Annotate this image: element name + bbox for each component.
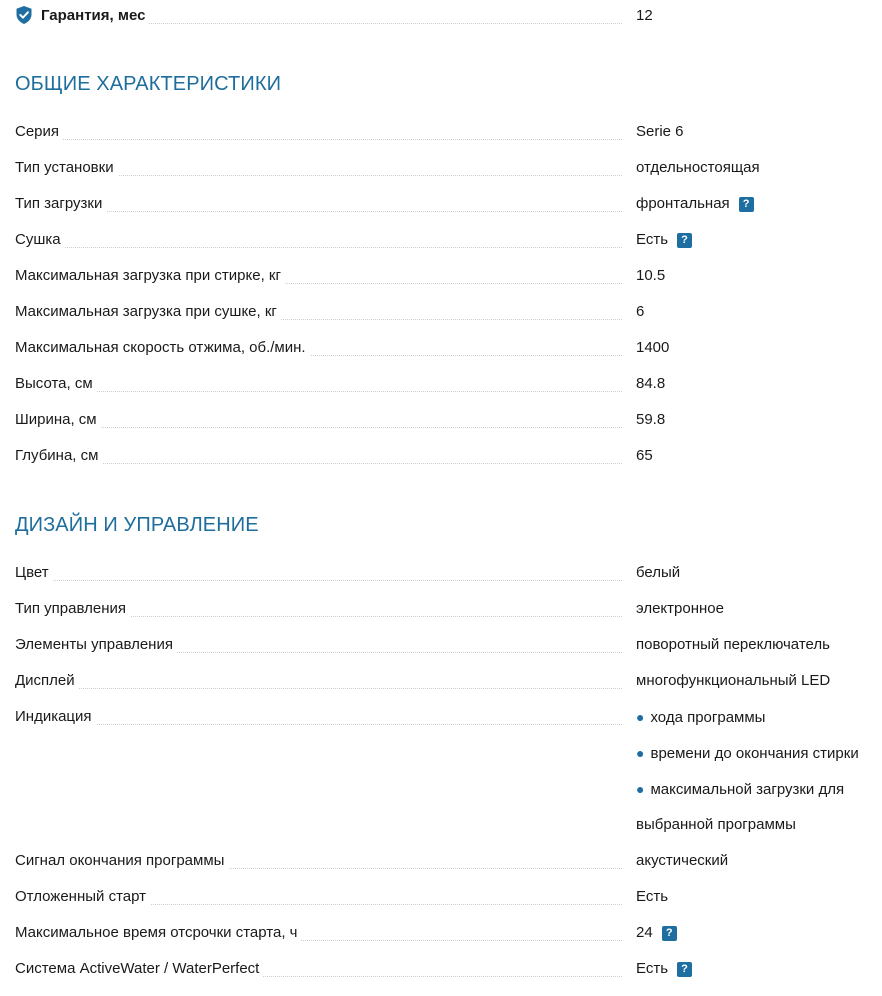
dotted-leader bbox=[15, 139, 622, 140]
spec-name: Дисплей bbox=[15, 671, 79, 691]
spec-row bbox=[0, 402, 882, 438]
spec-row bbox=[0, 915, 882, 951]
question-icon[interactable]: ? bbox=[739, 197, 754, 212]
spec-name: Отложенный старт bbox=[15, 887, 150, 907]
spec-name: Элементы управления bbox=[15, 635, 177, 655]
spec-value: 84.8 bbox=[636, 375, 666, 392]
spec-name: Система ActiveWater / WaterPerfect bbox=[15, 959, 263, 979]
question-icon[interactable]: ? bbox=[677, 962, 692, 977]
indication-item: ● хода программы bbox=[636, 709, 766, 726]
spec-row bbox=[0, 258, 882, 294]
section-title-design: ДИЗАЙН И УПРАВЛЕНИЕ bbox=[15, 514, 259, 536]
design-specs-list bbox=[0, 555, 882, 699]
section-title-general: ОБЩИЕ ХАРАКТЕРИСТИКИ bbox=[15, 73, 282, 95]
spec-row bbox=[0, 879, 882, 915]
spec-row bbox=[0, 438, 882, 474]
spec-value: электронное bbox=[636, 600, 724, 617]
dotted-leader bbox=[15, 247, 622, 248]
spec-name: Максимальная загрузка при сушке, кг bbox=[15, 302, 281, 322]
spec-row bbox=[0, 222, 882, 258]
spec-name: Сушка bbox=[15, 230, 65, 250]
spec-row bbox=[0, 366, 882, 402]
spec-name: Серия bbox=[15, 122, 63, 142]
spec-name: Максимальная загрузка при стирке, кг bbox=[15, 266, 285, 286]
dotted-leader bbox=[15, 580, 622, 581]
spec-row-warranty bbox=[0, 0, 882, 34]
spec-name: Тип загрузки bbox=[15, 194, 106, 214]
design-specs-list-after bbox=[0, 843, 882, 987]
spec-value: Serie 6 bbox=[636, 123, 684, 140]
dotted-leader bbox=[15, 391, 622, 392]
dotted-leader bbox=[15, 427, 622, 428]
spec-row bbox=[0, 951, 882, 987]
question-icon[interactable]: ? bbox=[662, 926, 677, 941]
spec-row bbox=[0, 627, 882, 663]
spec-name: Тип управления bbox=[15, 599, 130, 619]
spec-row-indication bbox=[0, 699, 882, 843]
spec-row bbox=[0, 150, 882, 186]
spec-row bbox=[0, 114, 882, 150]
spec-value: многофункциональный LED bbox=[636, 672, 831, 689]
spec-value: акустический bbox=[636, 852, 729, 869]
question-icon[interactable]: ? bbox=[677, 233, 692, 248]
spec-name: Максимальное время отсрочки старта, ч bbox=[15, 923, 301, 943]
spec-value: фронтальная ? bbox=[636, 194, 754, 214]
spec-row bbox=[0, 294, 882, 330]
spec-value: белый bbox=[636, 564, 681, 581]
bullet-icon: ● bbox=[636, 709, 645, 725]
bullet-icon: ● bbox=[636, 781, 645, 797]
spec-name: Высота, см bbox=[15, 374, 97, 394]
spec-row bbox=[0, 330, 882, 366]
indication-item: ● времени до окончания стирки bbox=[636, 745, 859, 762]
spec-name: Глубина, см bbox=[15, 446, 102, 466]
dotted-leader bbox=[15, 463, 622, 464]
spec-value: Есть bbox=[636, 888, 669, 905]
spec-value: 24 ? bbox=[636, 923, 677, 943]
general-specs-list bbox=[0, 114, 882, 474]
bullet-icon: ● bbox=[636, 745, 645, 761]
spec-value: 59.8 bbox=[636, 411, 666, 428]
indication-item-continuation: выбранной программы bbox=[636, 816, 796, 833]
spec-name: Гарантия, мес bbox=[15, 6, 149, 26]
spec-name: Максимальная скорость отжима, об./мин. bbox=[15, 338, 310, 358]
spec-value: 12 bbox=[636, 7, 653, 24]
spec-row bbox=[0, 843, 882, 879]
spec-value: отдельностоящая bbox=[636, 159, 760, 176]
spec-value: 1400 bbox=[636, 339, 670, 356]
spec-value: 6 bbox=[636, 303, 645, 320]
spec-name: Сигнал окончания программы bbox=[15, 851, 228, 871]
spec-row bbox=[0, 663, 882, 699]
spec-value: 65 bbox=[636, 447, 653, 464]
dotted-leader bbox=[15, 688, 622, 689]
spec-row bbox=[0, 555, 882, 591]
spec-value: 10.5 bbox=[636, 267, 666, 284]
indication-item: ● максимальной загрузки для bbox=[636, 781, 845, 798]
dotted-leader bbox=[15, 724, 622, 725]
spec-name: Ширина, см bbox=[15, 410, 101, 430]
spec-value: Есть ? bbox=[636, 230, 692, 250]
spec-name: Тип установки bbox=[15, 158, 118, 178]
shield-check-icon bbox=[15, 5, 33, 25]
spec-value: Есть ? bbox=[636, 959, 692, 979]
spec-name: Цвет bbox=[15, 563, 53, 583]
spec-value: поворотный переключатель bbox=[636, 636, 830, 653]
spec-name: Индикация bbox=[15, 707, 96, 727]
spec-row bbox=[0, 591, 882, 627]
spec-row bbox=[0, 186, 882, 222]
